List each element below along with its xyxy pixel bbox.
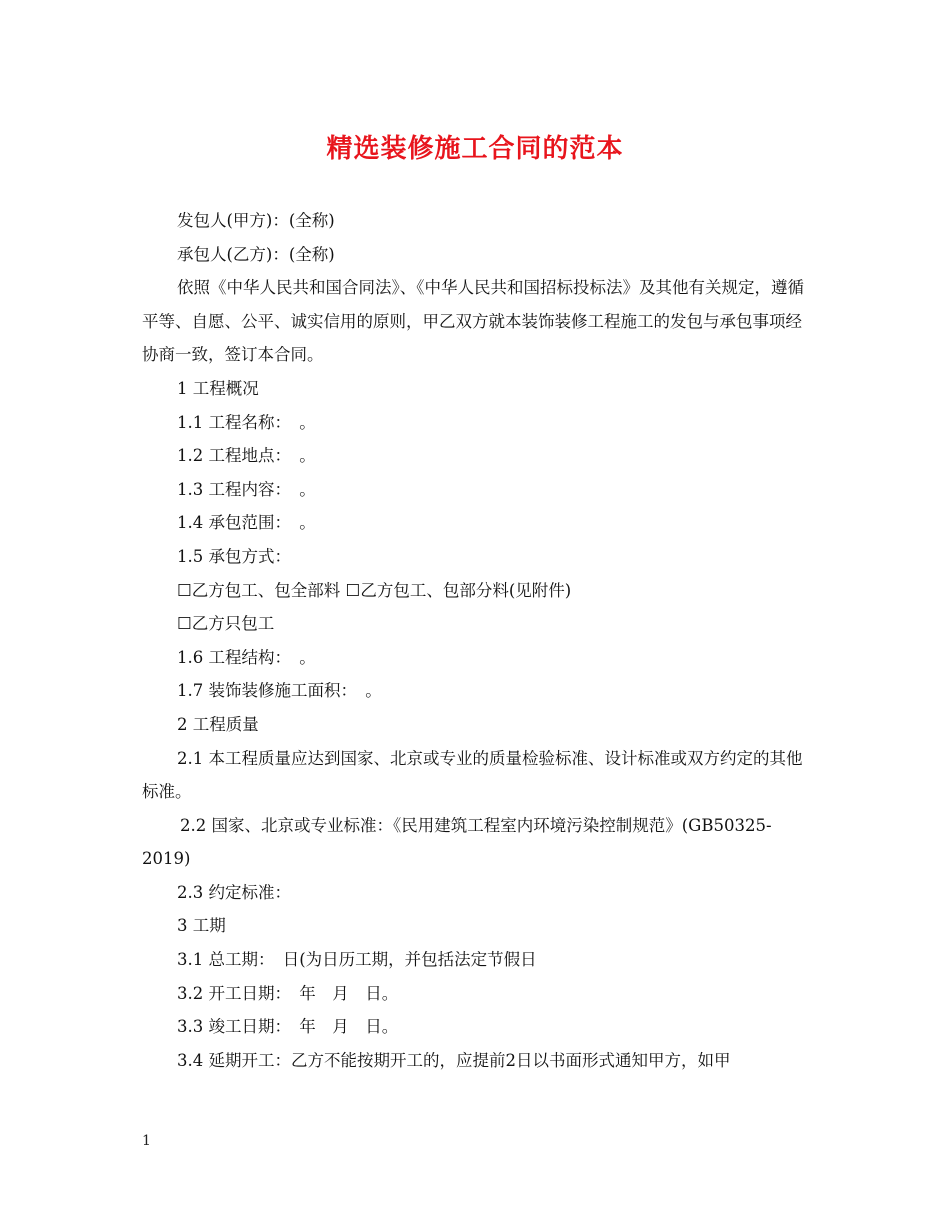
party-a-line: 发包人(甲方)：(全称) — [177, 211, 335, 230]
clause-line: 3.1 总工期： 日(为日历工期，并包括法定节假日 — [177, 950, 537, 970]
page-number: 1 — [142, 1133, 151, 1149]
clause-line: 1.6 工程结构： 。 — [177, 647, 316, 667]
clause-line: 3.3 竣工日期： 年 月 日。 — [177, 1017, 399, 1037]
clause-line: 2.3 约定标准： — [177, 882, 291, 902]
contract-body — [142, 204, 814, 1077]
checkbox-option-line: ☐乙方包工、包全部料 ☐乙方包工、包部分料(见附件) — [177, 580, 572, 600]
section-heading: 3 工期 — [177, 916, 226, 936]
clause-line: 3.2 开工日期： 年 月 日。 — [177, 983, 399, 1003]
clause-line: 1.4 承包范围： 。 — [177, 513, 316, 533]
clause-paragraph: 2.2 国家、北京或专业标准：《民用建筑工程室内环境污染控制规范》(GB50325-2019) — [142, 815, 772, 869]
clause-paragraph: 2.1 本工程质量应达到国家、北京或专业的质量检验标准、设计标准或双方约定的其他标准。 — [142, 748, 803, 802]
clause-line: 1.3 工程内容： 。 — [177, 479, 316, 499]
clause-line: 3.4 延期开工：乙方不能按期开工的，应提前2日以书面形式通知甲方，如甲 — [177, 1050, 731, 1070]
clause-line: 1.5 承包方式： — [177, 546, 291, 566]
clause-line: 1.1 工程名称： 。 — [177, 412, 316, 432]
party-b-line: 承包人(乙方)：(全称) — [177, 244, 335, 264]
clause-line: 1.7 装饰装修施工面积： 。 — [177, 681, 382, 701]
document-title: 精选装修施工合同的范本 — [326, 134, 624, 164]
preamble-paragraph: 依照《中华人民共和国合同法》、《中华人民共和国招标投标法》及其他有关规定，遵循平等、自愿、公平、诚实信用的原则，甲乙双方就本装饰装修工程施工的发包与承包事项经协商一致，签订本合同。 — [142, 278, 804, 365]
clause-line: 1.2 工程地点： 。 — [177, 446, 316, 466]
section-heading: 1 工程概况 — [177, 378, 259, 398]
checkbox-option-line: ☐乙方只包工 — [177, 614, 275, 634]
section-heading: 2 工程质量 — [177, 714, 259, 734]
